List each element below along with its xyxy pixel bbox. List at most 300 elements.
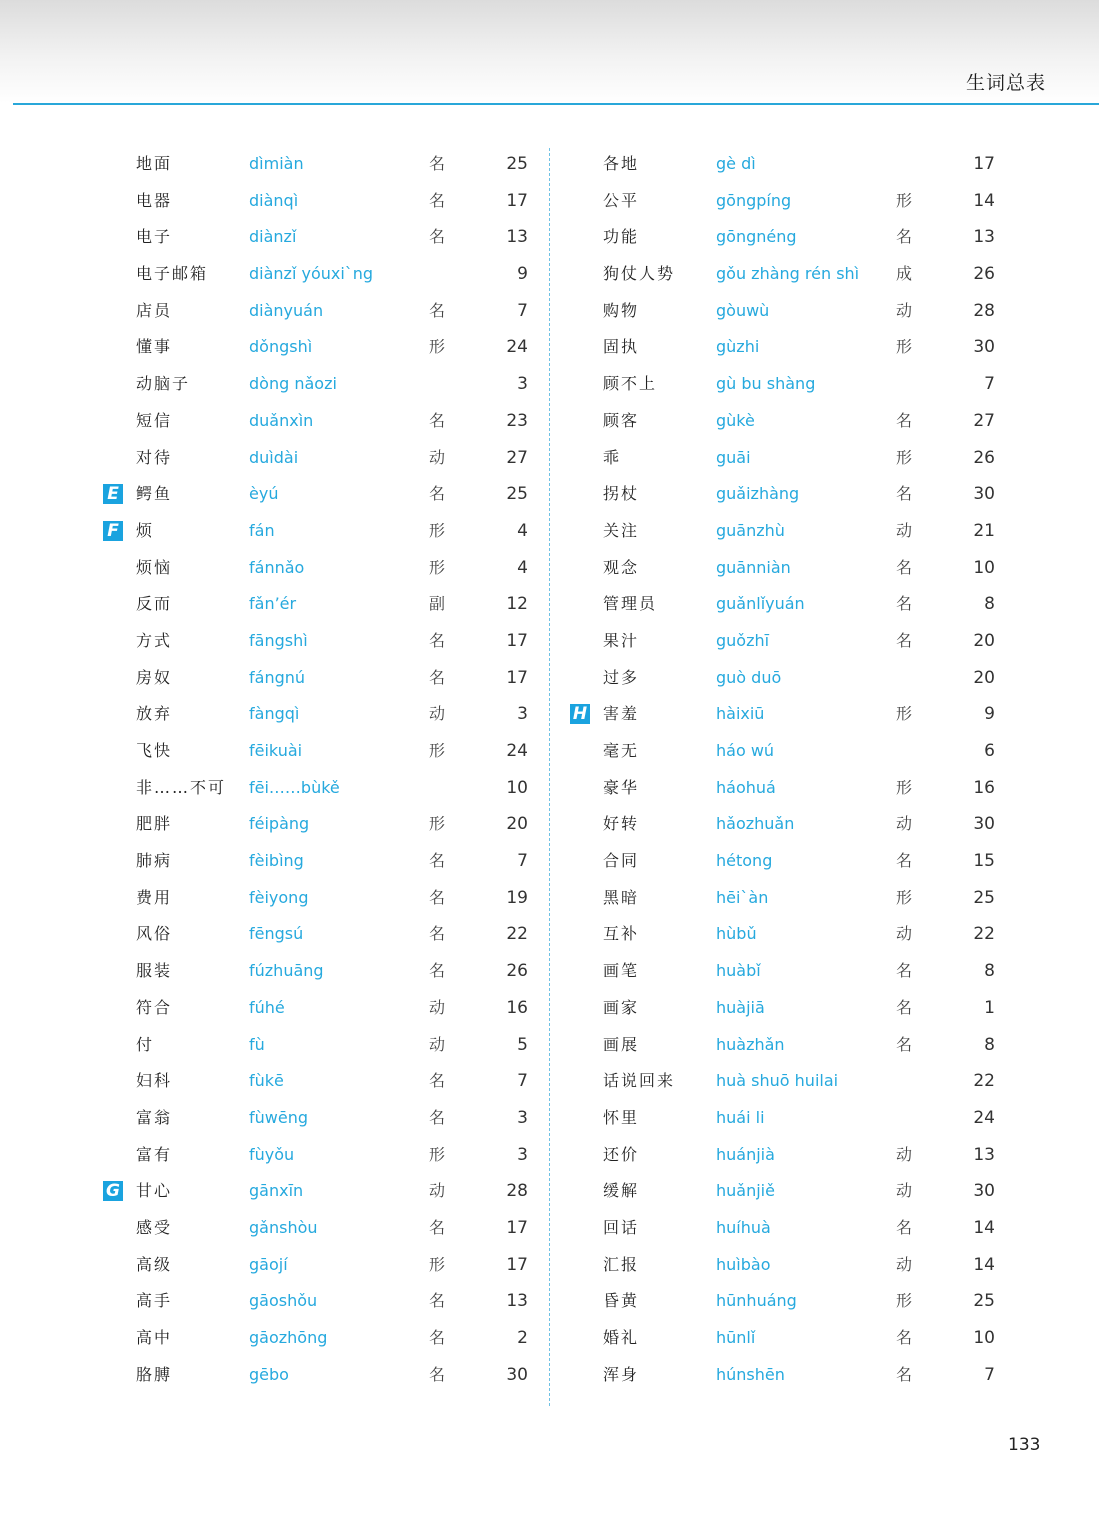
vocab-part-of-speech: 形 <box>429 814 446 834</box>
vocab-entry <box>95 185 565 222</box>
vocab-pinyin: huàjiā <box>716 997 765 1017</box>
vocab-lesson-number: 16 <box>506 997 528 1018</box>
vocab-word: 缓解 <box>603 1181 640 1201</box>
page-title: 生词总表 <box>965 72 1046 94</box>
vocab-entry <box>562 662 1032 699</box>
vocab-word: 烦 <box>136 520 155 540</box>
vocab-word: 电器 <box>136 190 173 210</box>
vocab-lesson-number: 13 <box>506 227 528 248</box>
vocab-word: 地面 <box>136 154 173 173</box>
vocab-pinyin: gù bu shàng <box>716 374 816 394</box>
vocab-lesson-number: 7 <box>517 1071 528 1092</box>
vocab-lesson-number: 20 <box>506 814 528 835</box>
vocab-pinyin: fúzhuāng <box>249 961 324 981</box>
vocab-word: 付 <box>136 1034 155 1054</box>
vocab-part-of-speech: 副 <box>429 594 446 614</box>
vocab-pinyin: guǒzhī <box>716 630 770 650</box>
vocab-word: 甘心 <box>136 1181 173 1201</box>
vocab-word: 肺病 <box>136 851 173 871</box>
vocab-pinyin: háohuá <box>716 777 776 797</box>
vocab-part-of-speech: 动 <box>429 997 446 1017</box>
vocab-pinyin: fùwēng <box>249 1107 308 1127</box>
vocab-pinyin: húnshēn <box>716 1364 785 1384</box>
vocab-part-of-speech: 形 <box>429 337 446 357</box>
vocab-lesson-number: 4 <box>517 520 528 541</box>
vocab-entry <box>562 1029 1032 1066</box>
vocab-lesson-number: 5 <box>517 1034 528 1055</box>
vocab-entry <box>95 221 565 258</box>
vocab-entry <box>95 1139 565 1176</box>
vocab-word: 汇报 <box>603 1254 640 1274</box>
vocab-entry <box>95 1175 565 1212</box>
vocab-part-of-speech: 形 <box>896 1291 913 1311</box>
vocab-pinyin: huà shuō huilai <box>716 1071 839 1091</box>
vocab-part-of-speech: 形 <box>896 190 913 210</box>
vocab-entry <box>562 1175 1032 1212</box>
vocab-lesson-number: 26 <box>973 447 995 468</box>
vocab-word: 固执 <box>603 337 640 357</box>
vocab-word: 公平 <box>603 190 640 210</box>
vocab-word: 过多 <box>603 667 640 687</box>
vocab-word: 拐杖 <box>603 484 640 504</box>
vocab-part-of-speech: 形 <box>429 520 446 540</box>
vocab-pinyin: fèiyong <box>249 887 309 907</box>
vocab-lesson-number: 17 <box>506 667 528 688</box>
vocab-part-of-speech: 名 <box>429 630 446 650</box>
vocab-word: 放弃 <box>136 704 173 724</box>
vocab-lesson-number: 19 <box>506 887 528 908</box>
vocab-lesson-number: 9 <box>984 704 995 725</box>
vocab-lesson-number: 3 <box>517 374 528 395</box>
vocab-lesson-number: 20 <box>973 630 995 651</box>
vocab-entry <box>562 1212 1032 1249</box>
vocab-pinyin: guāi <box>716 447 751 467</box>
vocab-word: 电子邮箱 <box>136 264 209 284</box>
vocab-part-of-speech: 名 <box>896 961 913 981</box>
vocab-word: 富翁 <box>136 1107 173 1127</box>
vocab-entry <box>95 405 565 442</box>
vocab-pinyin: fēikuài <box>249 741 303 760</box>
vocab-entry <box>95 588 565 625</box>
vocab-part-of-speech: 形 <box>429 1144 446 1164</box>
vocab-entry <box>95 735 565 772</box>
vocab-entry <box>95 295 565 332</box>
vocab-part-of-speech: 形 <box>896 887 913 907</box>
vocab-part-of-speech: 形 <box>896 337 913 357</box>
vocab-entry <box>562 808 1032 845</box>
vocab-entry <box>95 625 565 662</box>
vocab-lesson-number: 27 <box>506 447 528 468</box>
vocab-entry <box>562 1322 1032 1359</box>
vocab-pinyin: hàixiū <box>716 704 765 724</box>
vocab-part-of-speech: 成 <box>896 264 913 284</box>
vocab-word: 符合 <box>136 997 173 1017</box>
vocab-entry <box>562 368 1032 405</box>
vocab-word: 豪华 <box>603 777 640 797</box>
vocab-lesson-number: 30 <box>973 814 995 835</box>
vocab-word: 果汁 <box>603 630 640 650</box>
vocab-pinyin: hēi`àn <box>716 887 769 907</box>
vocab-entry <box>562 918 1032 955</box>
vocab-pinyin: gòuwù <box>716 300 770 320</box>
vocab-part-of-speech: 动 <box>896 1254 913 1274</box>
vocab-part-of-speech: 名 <box>429 484 446 504</box>
vocab-pinyin: fù <box>249 1034 265 1054</box>
vocab-lesson-number: 17 <box>506 630 528 651</box>
vocab-lesson-number: 10 <box>973 1328 995 1348</box>
vocab-pinyin: fùkē <box>249 1071 284 1091</box>
vocab-entry <box>95 845 565 882</box>
vocab-word: 方式 <box>136 630 173 650</box>
vocab-pinyin: háo wú <box>716 741 775 760</box>
vocab-entry <box>95 698 565 735</box>
vocab-pinyin: huàbǐ <box>716 961 761 981</box>
vocab-lesson-number: 2 <box>517 1328 528 1348</box>
vocab-pinyin: gǎnshòu <box>249 1217 318 1237</box>
letter-badge: H <box>570 704 590 724</box>
vocab-pinyin: dòng nǎozi <box>249 374 337 394</box>
vocab-word: 毫无 <box>603 741 640 760</box>
vocab-part-of-speech: 名 <box>896 1217 913 1237</box>
vocab-lesson-number: 27 <box>973 410 995 431</box>
vocab-word: 非……不可 <box>136 777 227 797</box>
vocab-entry <box>562 515 1032 552</box>
vocab-entry <box>562 992 1032 1029</box>
vocab-pinyin: gēbo <box>249 1364 289 1384</box>
vocab-pinyin: fǎn’ér <box>249 594 297 614</box>
vocab-entry <box>562 845 1032 882</box>
vocab-lesson-number: 6 <box>984 741 995 761</box>
vocab-part-of-speech: 名 <box>896 851 913 871</box>
vocab-lesson-number: 25 <box>506 484 528 505</box>
vocab-word: 富有 <box>136 1144 173 1164</box>
vocab-lesson-number: 28 <box>973 300 995 321</box>
vocab-pinyin: gǒu zhàng rén shì <box>716 264 860 284</box>
vocab-pinyin: gāozhōng <box>249 1328 328 1347</box>
vocab-part-of-speech: 名 <box>896 997 913 1017</box>
vocab-part-of-speech: 名 <box>896 484 913 504</box>
vocab-entry <box>95 955 565 992</box>
vocab-word: 短信 <box>136 410 173 430</box>
vocab-pinyin: duìdài <box>249 447 299 467</box>
vocab-lesson-number: 14 <box>973 190 995 211</box>
vocab-part-of-speech: 动 <box>896 520 913 540</box>
vocab-entry <box>562 1065 1032 1102</box>
vocab-entry <box>562 955 1032 992</box>
vocab-part-of-speech: 名 <box>896 227 913 247</box>
vocab-entry <box>562 772 1032 809</box>
vocab-word: 对待 <box>136 447 173 467</box>
vocab-word: 肥胖 <box>136 814 173 834</box>
vocab-pinyin: gōngpíng <box>716 190 792 210</box>
vocab-part-of-speech: 名 <box>429 190 446 210</box>
vocab-lesson-number: 13 <box>973 227 995 248</box>
vocab-word: 飞快 <box>136 741 173 760</box>
vocab-lesson-number: 17 <box>506 190 528 211</box>
vocab-part-of-speech: 形 <box>429 557 446 577</box>
vocab-pinyin: hùbǔ <box>716 924 757 944</box>
vocab-pinyin: fángnú <box>249 667 306 687</box>
vocab-entry <box>95 1102 565 1139</box>
vocab-entry <box>95 148 565 185</box>
vocab-word: 高手 <box>136 1291 173 1311</box>
vocab-pinyin: fúhé <box>249 997 285 1017</box>
vocab-lesson-number: 7 <box>517 300 528 321</box>
vocab-entry <box>562 882 1032 919</box>
vocab-entry <box>562 442 1032 479</box>
vocab-part-of-speech: 名 <box>896 1364 913 1384</box>
vocab-entry <box>95 882 565 919</box>
vocab-lesson-number: 25 <box>973 1291 995 1312</box>
vocab-word: 高中 <box>136 1328 173 1347</box>
vocab-lesson-number: 25 <box>506 154 528 174</box>
vocab-entry <box>95 1212 565 1249</box>
vocab-part-of-speech: 动 <box>429 704 446 724</box>
vocab-entry <box>562 295 1032 332</box>
vocab-lesson-number: 17 <box>506 1254 528 1275</box>
vocab-pinyin: diànqì <box>249 190 299 210</box>
vocab-pinyin: gāoshǒu <box>249 1291 318 1311</box>
vocab-pinyin: gānxīn <box>249 1181 304 1201</box>
vocab-part-of-speech: 名 <box>429 1107 446 1127</box>
page-number: 133 <box>1008 1435 1041 1455</box>
vocab-entry <box>562 1359 1032 1396</box>
vocab-part-of-speech: 名 <box>429 1364 446 1384</box>
vocab-part-of-speech: 名 <box>429 1071 446 1091</box>
vocab-pinyin: diànzǐ yóuxi`ng <box>249 264 374 284</box>
vocab-pinyin: huàzhǎn <box>716 1034 785 1054</box>
vocab-word: 顾不上 <box>603 374 658 394</box>
vocab-column-left <box>95 148 565 1395</box>
vocab-entry <box>95 808 565 845</box>
vocab-part-of-speech: 名 <box>896 1034 913 1054</box>
vocab-word: 关注 <box>603 520 640 540</box>
vocab-word: 胳膊 <box>136 1364 173 1384</box>
vocab-lesson-number: 22 <box>506 924 528 945</box>
vocab-part-of-speech: 名 <box>429 667 446 687</box>
vocab-entry <box>95 1285 565 1322</box>
vocab-part-of-speech: 动 <box>429 447 446 467</box>
vocab-part-of-speech: 名 <box>429 300 446 320</box>
vocab-lesson-number: 10 <box>973 557 995 578</box>
vocab-pinyin: fèibìng <box>249 851 304 871</box>
header-rule <box>13 103 1099 105</box>
vocab-word: 合同 <box>603 851 640 871</box>
vocab-pinyin: guānniàn <box>716 557 791 577</box>
vocab-entry <box>95 515 565 552</box>
vocab-word: 互补 <box>603 924 640 944</box>
vocab-entry <box>95 478 565 515</box>
vocab-lesson-number: 23 <box>506 410 528 431</box>
vocab-lesson-number: 3 <box>517 1144 528 1165</box>
vocab-lesson-number: 7 <box>517 851 528 872</box>
vocab-lesson-number: 30 <box>973 484 995 505</box>
vocab-entry <box>562 405 1032 442</box>
vocab-lesson-number: 26 <box>973 264 995 285</box>
vocab-pinyin: guǎizhàng <box>716 484 800 504</box>
vocab-word: 反而 <box>136 594 173 614</box>
vocab-word: 回话 <box>603 1217 640 1237</box>
vocab-entry <box>95 992 565 1029</box>
vocab-word: 电子 <box>136 227 173 247</box>
vocab-lesson-number: 26 <box>506 961 528 982</box>
vocab-part-of-speech: 动 <box>896 814 913 834</box>
vocab-lesson-number: 22 <box>973 924 995 945</box>
vocab-part-of-speech: 名 <box>896 630 913 650</box>
vocab-lesson-number: 25 <box>973 887 995 908</box>
vocab-pinyin: hūnhuáng <box>716 1291 797 1311</box>
vocab-part-of-speech: 名 <box>896 410 913 430</box>
vocab-entry <box>562 331 1032 368</box>
vocab-entry <box>95 772 565 809</box>
vocab-lesson-number: 14 <box>973 1217 995 1238</box>
vocab-part-of-speech: 形 <box>896 447 913 467</box>
vocab-entry <box>562 735 1032 772</box>
vocab-word: 画展 <box>603 1034 640 1054</box>
vocab-pinyin: gōngnéng <box>716 227 797 247</box>
vocab-part-of-speech: 名 <box>429 851 446 871</box>
vocab-part-of-speech: 名 <box>429 887 446 907</box>
vocab-part-of-speech: 形 <box>429 1254 446 1274</box>
vocab-part-of-speech: 动 <box>896 924 913 944</box>
vocab-entry <box>562 478 1032 515</box>
vocab-word: 黑暗 <box>603 887 640 907</box>
vocab-entry <box>95 1029 565 1066</box>
vocab-pinyin: huánjià <box>716 1144 775 1164</box>
vocab-lesson-number: 7 <box>984 374 995 395</box>
vocab-pinyin: fāngshì <box>249 630 308 650</box>
vocab-part-of-speech: 名 <box>429 410 446 430</box>
vocab-part-of-speech: 动 <box>896 300 913 320</box>
vocab-entry <box>95 258 565 295</box>
vocab-lesson-number: 30 <box>973 337 995 358</box>
vocab-word: 高级 <box>136 1254 173 1274</box>
vocab-lesson-number: 22 <box>973 1071 995 1092</box>
vocab-lesson-number: 20 <box>973 667 995 688</box>
vocab-part-of-speech: 形 <box>429 741 446 760</box>
vocab-pinyin: diànzǐ <box>249 227 297 247</box>
vocab-pinyin: huái li <box>716 1107 765 1127</box>
vocab-lesson-number: 30 <box>973 1181 995 1202</box>
vocab-word: 画笔 <box>603 961 640 981</box>
vocab-word: 狗仗人势 <box>603 264 676 284</box>
vocab-lesson-number: 24 <box>973 1107 995 1128</box>
vocab-pinyin: huǎnjiě <box>716 1181 775 1201</box>
vocab-lesson-number: 9 <box>517 264 528 285</box>
vocab-entry <box>562 258 1032 295</box>
vocab-part-of-speech: 名 <box>896 557 913 577</box>
vocab-part-of-speech: 名 <box>896 1328 913 1347</box>
vocab-entry <box>562 1139 1032 1176</box>
vocab-entry <box>95 918 565 955</box>
vocab-part-of-speech: 动 <box>429 1034 446 1054</box>
vocab-entry <box>562 588 1032 625</box>
vocab-lesson-number: 30 <box>506 1364 528 1385</box>
vocab-part-of-speech: 名 <box>429 1291 446 1311</box>
vocab-part-of-speech: 形 <box>896 777 913 797</box>
vocab-part-of-speech: 名 <box>896 594 913 614</box>
vocab-entry <box>562 552 1032 589</box>
vocab-word: 顾客 <box>603 410 640 430</box>
vocab-lesson-number: 24 <box>506 337 528 358</box>
vocab-pinyin: duǎnxìn <box>249 410 314 430</box>
vocab-lesson-number: 21 <box>973 520 995 541</box>
vocab-word: 服装 <box>136 961 173 981</box>
vocab-entry <box>95 368 565 405</box>
vocab-lesson-number: 13 <box>973 1144 995 1165</box>
vocab-entry <box>562 1102 1032 1139</box>
vocab-pinyin: hǎozhuǎn <box>716 814 795 834</box>
vocab-entry <box>95 1322 565 1359</box>
vocab-part-of-speech: 动 <box>896 1181 913 1201</box>
vocab-lesson-number: 8 <box>984 961 995 982</box>
vocab-word: 懂事 <box>136 337 173 357</box>
vocab-pinyin: guānzhù <box>716 520 785 540</box>
vocab-entry <box>95 1359 565 1396</box>
vocab-word: 购物 <box>603 300 640 320</box>
vocab-pinyin: èyú <box>249 484 279 504</box>
vocab-word: 风俗 <box>136 924 173 944</box>
vocab-part-of-speech: 动 <box>896 1144 913 1164</box>
vocab-part-of-speech: 名 <box>429 924 446 944</box>
vocab-word: 观念 <box>603 557 640 577</box>
vocab-part-of-speech: 名 <box>429 227 446 247</box>
vocab-word: 浑身 <box>603 1364 640 1384</box>
vocab-pinyin: fàngqì <box>249 704 300 724</box>
vocab-entry <box>562 625 1032 662</box>
vocab-lesson-number: 17 <box>506 1217 528 1238</box>
vocab-word: 妇科 <box>136 1071 173 1091</box>
vocab-part-of-speech: 形 <box>896 704 913 724</box>
vocab-pinyin: huìbào <box>716 1254 771 1274</box>
vocab-pinyin: huíhuà <box>716 1217 771 1237</box>
vocab-entry <box>562 1249 1032 1286</box>
vocab-lesson-number: 15 <box>973 851 995 872</box>
vocab-entry <box>95 662 565 699</box>
vocab-entry <box>562 698 1032 735</box>
vocab-pinyin: gùzhi <box>716 337 760 357</box>
vocab-word: 害羞 <box>603 704 640 724</box>
vocab-word: 功能 <box>603 227 640 247</box>
vocab-word: 还价 <box>603 1144 640 1164</box>
vocab-entry <box>562 148 1032 185</box>
letter-badge: F <box>103 521 123 541</box>
vocab-column-right <box>562 148 1032 1395</box>
vocab-lesson-number: 14 <box>973 1254 995 1275</box>
vocab-word: 动脑子 <box>136 374 191 394</box>
vocab-pinyin: gùkè <box>716 410 755 430</box>
vocab-pinyin: dǒngshì <box>249 337 313 357</box>
vocab-word: 各地 <box>603 154 640 173</box>
vocab-lesson-number: 28 <box>506 1181 528 1202</box>
vocab-word: 感受 <box>136 1217 173 1237</box>
vocab-pinyin: hétong <box>716 851 773 871</box>
vocab-pinyin: guǎnlǐyuán <box>716 594 805 614</box>
vocab-part-of-speech: 名 <box>429 961 446 981</box>
letter-badge: G <box>103 1181 123 1201</box>
vocab-word: 婚礼 <box>603 1328 640 1347</box>
vocab-entry <box>95 1249 565 1286</box>
vocab-word: 好转 <box>603 814 640 834</box>
vocab-pinyin: fùyǒu <box>249 1144 295 1164</box>
vocab-lesson-number: 1 <box>984 997 995 1018</box>
vocab-pinyin: fēi……bùkě <box>249 777 340 797</box>
vocab-part-of-speech: 名 <box>429 154 446 173</box>
vocab-entry <box>95 1065 565 1102</box>
vocab-pinyin: gāojí <box>249 1254 288 1274</box>
vocab-pinyin: hūnlǐ <box>716 1328 756 1347</box>
vocab-word: 房奴 <box>136 667 173 687</box>
